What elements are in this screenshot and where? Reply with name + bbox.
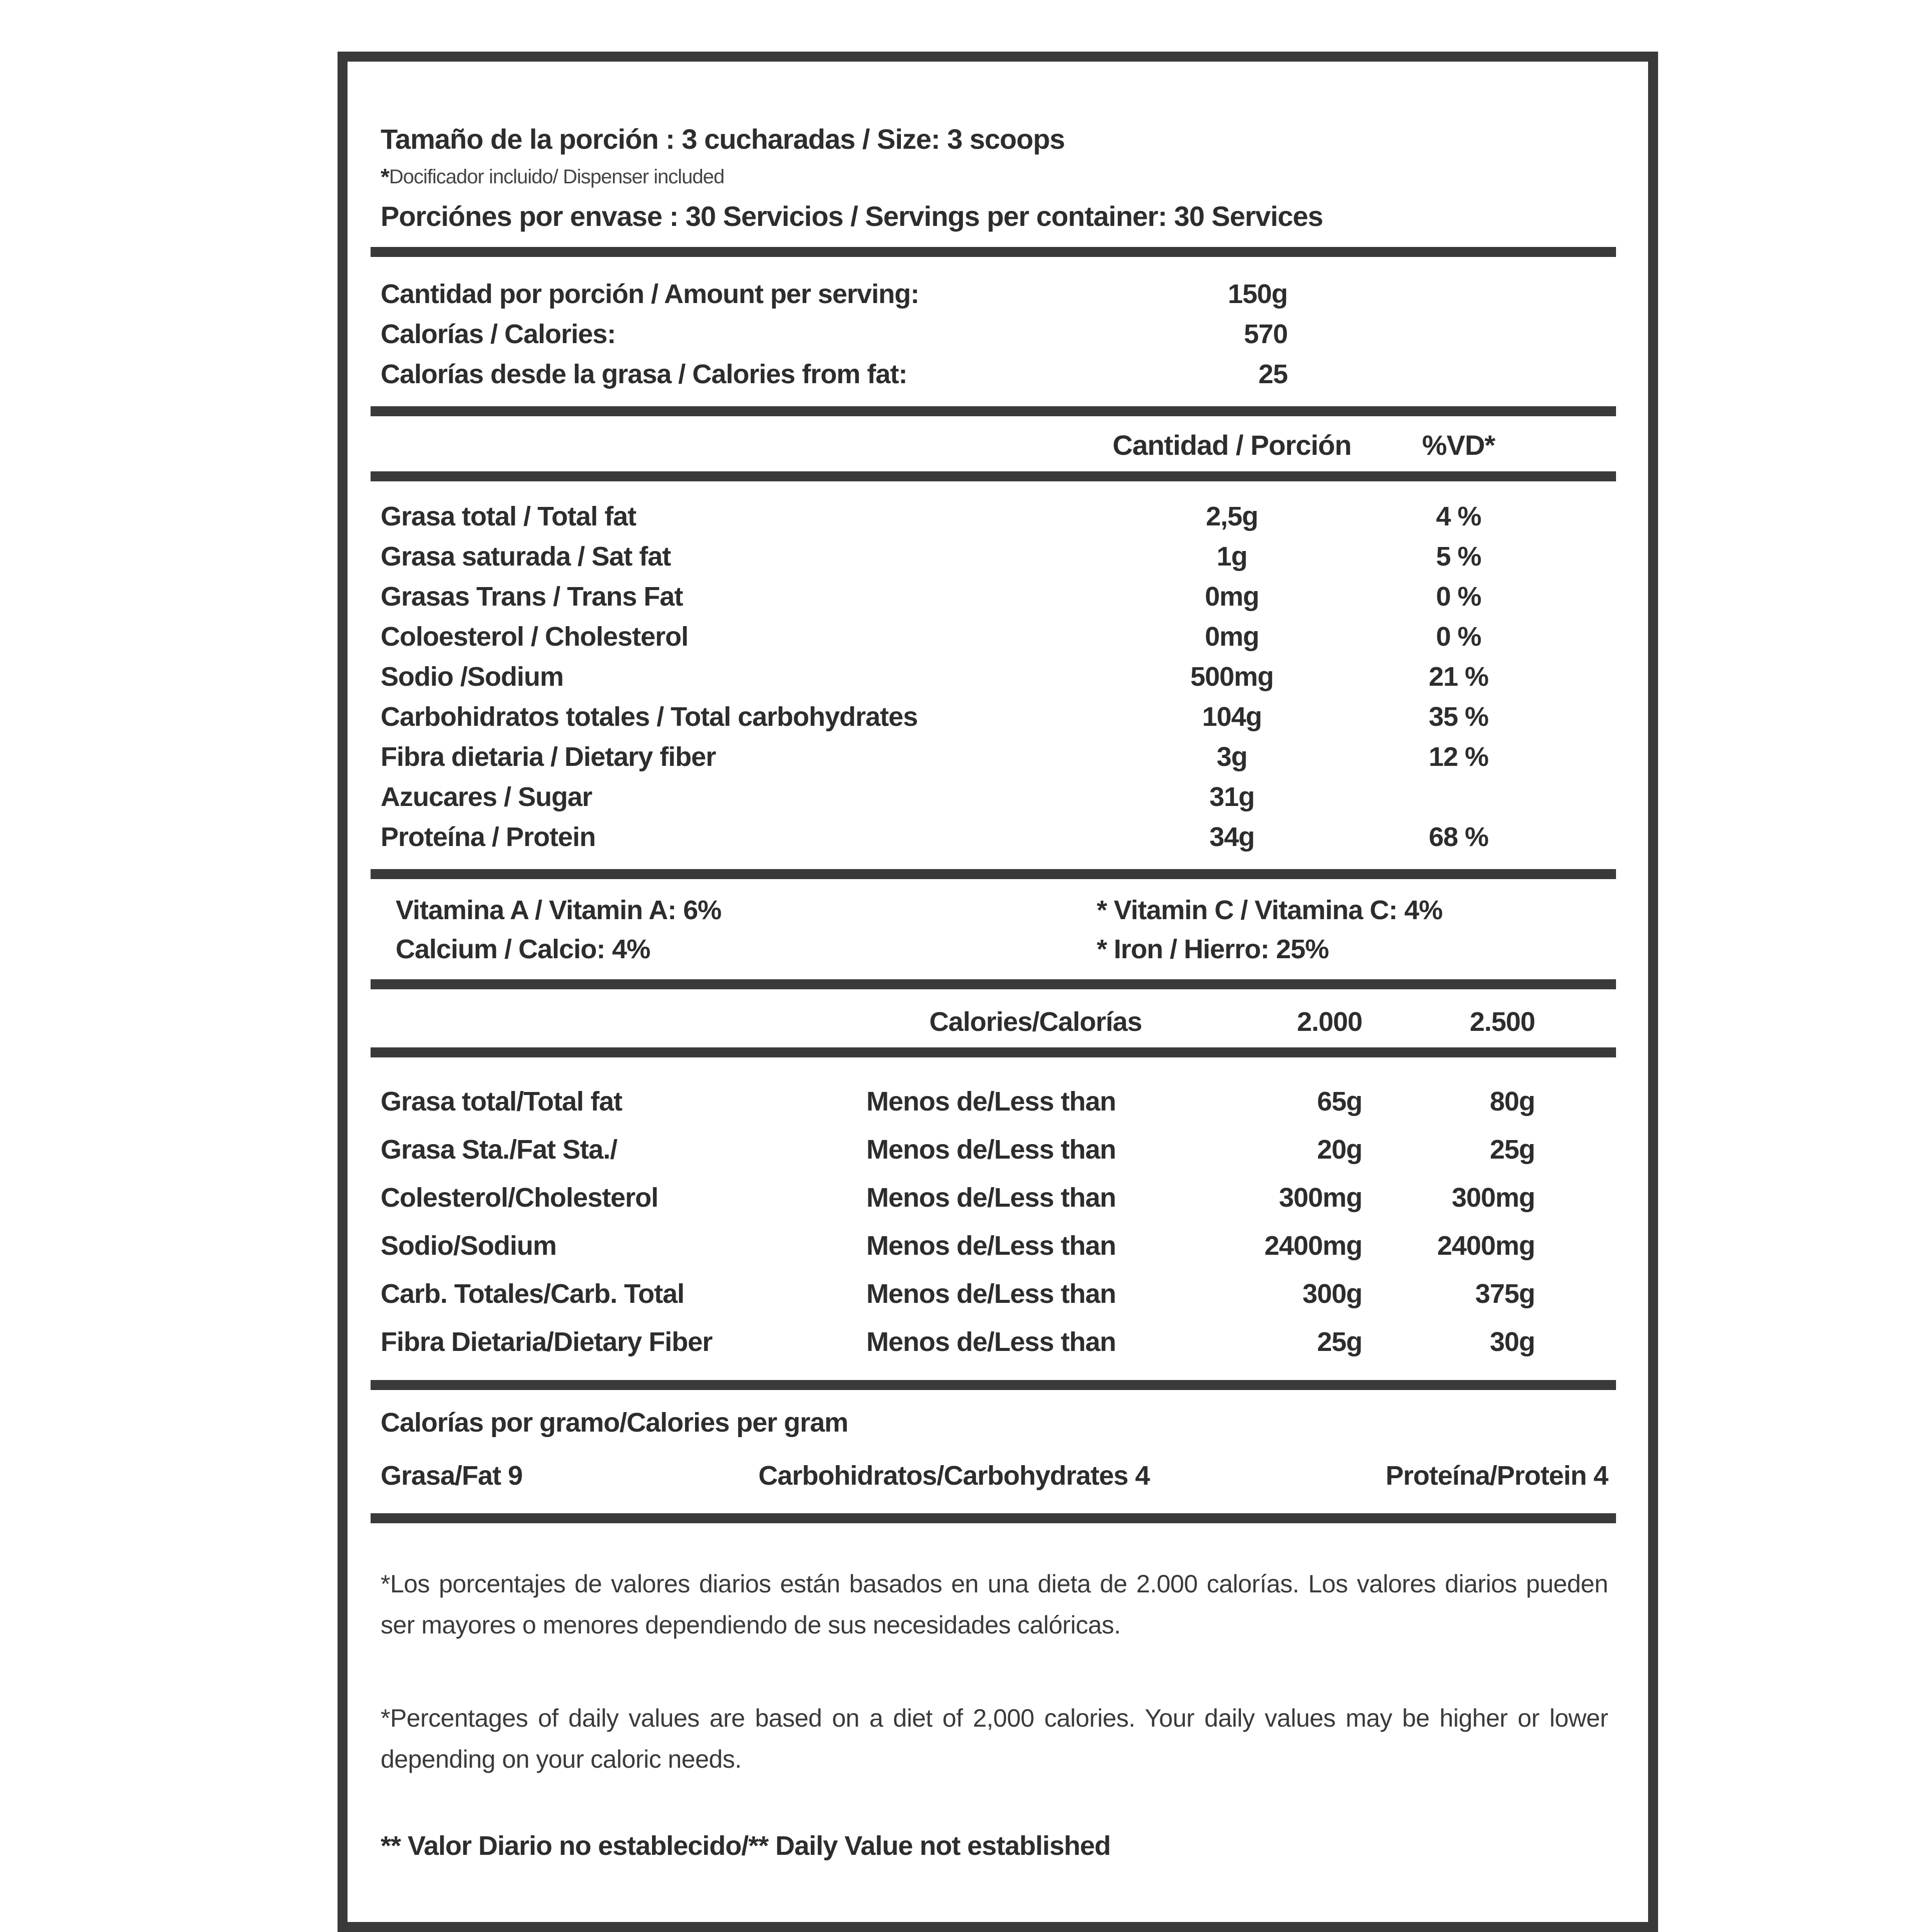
dispenser-note-line xyxy=(381,165,1608,189)
ref-2500-value: 25g xyxy=(1489,1135,1535,1165)
ref-2500-value: 30g xyxy=(1489,1327,1535,1357)
amount-per-serving-row xyxy=(381,274,1608,314)
divider-bar xyxy=(371,979,1616,989)
ref-2500-header: 2.500 xyxy=(1469,1007,1535,1037)
reference-row xyxy=(381,1126,1608,1174)
servings-per-container-line: Porciónes por envase : 30 Servicios / Servings per container: 30 Services xyxy=(381,200,1323,232)
ref-condition: Menos de/Less than xyxy=(866,1086,1116,1117)
nutrients-table xyxy=(381,496,1608,857)
ref-2500-value: 2400mg xyxy=(1437,1231,1535,1261)
aps-value: 150g xyxy=(1227,279,1288,309)
amount-column-header: Cantidad / Porción xyxy=(1112,429,1352,461)
ref-2000-value: 65g xyxy=(1317,1086,1362,1117)
nutrient-row xyxy=(381,737,1608,777)
nutrient-amount: 1g xyxy=(1216,541,1247,572)
nutrient-dv: 68 % xyxy=(1428,822,1489,852)
vitamin-left: Calcium / Calcio: 4% xyxy=(396,934,651,964)
aps-value: 25 xyxy=(1258,359,1288,389)
ref-calories-header: Calories/Calorías xyxy=(929,1007,1142,1037)
nutrient-label: Azucares / Sugar xyxy=(381,782,592,812)
nutrient-row xyxy=(381,657,1608,697)
nutrient-amount: 500mg xyxy=(1190,662,1274,692)
cpg-protein: Proteína/Protein 4 xyxy=(1385,1461,1608,1491)
nutrient-amount: 31g xyxy=(1209,782,1255,812)
vitamins-section xyxy=(381,894,1608,965)
vitamin-row xyxy=(381,894,1608,926)
nutrient-dv: 12 % xyxy=(1428,742,1489,772)
ref-label: Fibra Dietaria/Dietary Fiber xyxy=(381,1327,713,1357)
ref-2000-value: 20g xyxy=(1317,1135,1362,1165)
ref-condition: Menos de/Less than xyxy=(866,1327,1116,1357)
ref-2500-value: 80g xyxy=(1489,1086,1535,1117)
nutrients-header-spacer xyxy=(381,428,1082,462)
nutrient-row xyxy=(381,617,1608,657)
divider-bar xyxy=(371,1047,1616,1057)
nutrient-dv: 0 % xyxy=(1436,582,1481,612)
reference-row xyxy=(381,1077,1608,1126)
daily-value-column-header: %VD* xyxy=(1422,429,1495,461)
footnote-asterisk: * xyxy=(381,164,389,190)
ref-label: Carb. Totales/Carb. Total xyxy=(381,1279,685,1309)
nutrient-label: Grasa saturada / Sat fat xyxy=(381,541,671,572)
nutrient-row xyxy=(381,536,1608,577)
ref-label: Grasa Sta./Fat Sta./ xyxy=(381,1135,617,1165)
ref-label: Colesterol/Cholesterol xyxy=(381,1183,659,1213)
dispenser-note-text: Docificador incluido/ Dispenser included xyxy=(389,166,725,188)
ref-label: Grasa total/Total fat xyxy=(381,1086,622,1117)
nutrient-label: Coloesterol / Cholesterol xyxy=(381,622,689,652)
vitamin-right: * Vitamin C / Vitamina C: 4% xyxy=(1097,895,1443,925)
vitamin-row xyxy=(381,933,1608,965)
nutrient-amount: 34g xyxy=(1209,822,1255,852)
reference-row xyxy=(381,1318,1608,1366)
divider-bar xyxy=(371,471,1616,481)
nutrient-row xyxy=(381,777,1608,817)
nutrient-dv xyxy=(1382,777,1535,817)
divider-bar xyxy=(371,869,1616,879)
calories-per-gram-title: Calorías por gramo/Calories per gram xyxy=(381,1408,848,1438)
nutrient-dv: 0 % xyxy=(1436,622,1481,652)
aps-label: Calorías / Calories: xyxy=(381,319,616,349)
divider-bar xyxy=(371,247,1616,257)
divider-bar xyxy=(371,1380,1616,1390)
nutrient-label: Fibra dietaria / Dietary fiber xyxy=(381,742,716,772)
nutrient-dv: 5 % xyxy=(1436,541,1481,572)
ref-2500-value: 375g xyxy=(1475,1279,1535,1309)
reference-table-header xyxy=(381,1005,1608,1038)
ref-2000-value: 300g xyxy=(1302,1279,1362,1309)
footnote-english: *Percentages of daily values are based on a diet of 2,000 calories. Your daily values may be higher or lower depending on your caloric needs. xyxy=(381,1704,1608,1773)
nutrient-label: Grasas Trans / Trans Fat xyxy=(381,582,683,612)
cpg-carbohydrates: Carbohidratos/Carbohydrates 4 xyxy=(758,1461,1150,1491)
aps-label: Cantidad por porción / Amount per serving: xyxy=(381,279,919,309)
nutrient-amount: 0mg xyxy=(1204,622,1259,652)
nutrient-row xyxy=(381,496,1608,536)
ref-label: Sodio/Sodium xyxy=(381,1231,556,1261)
nutrient-label: Proteína / Protein xyxy=(381,822,596,852)
nutrient-row xyxy=(381,697,1608,737)
reference-row xyxy=(381,1270,1608,1318)
cpg-fat: Grasa/Fat 9 xyxy=(381,1461,523,1491)
serving-size-line: Tamaño de la porción : 3 cucharadas / Size: 3 scoops xyxy=(381,123,1065,155)
nutrient-amount: 2,5g xyxy=(1205,501,1258,531)
aps-spacer xyxy=(1288,274,1608,314)
calories-per-gram-row xyxy=(381,1460,1608,1491)
nutrient-row xyxy=(381,577,1608,617)
amount-per-serving-section xyxy=(381,274,1608,394)
ref-2000-value: 25g xyxy=(1317,1327,1362,1357)
aps-spacer xyxy=(1288,354,1608,394)
nutrients-header-row xyxy=(381,428,1608,462)
ref-2000-value: 2400mg xyxy=(1264,1231,1362,1261)
aps-label: Calorías desde la grasa / Calories from fat: xyxy=(381,359,907,389)
nutrient-amount: 104g xyxy=(1202,702,1262,732)
ref-condition: Menos de/Less than xyxy=(866,1279,1116,1309)
ref-2000-value: 300mg xyxy=(1278,1183,1362,1213)
nutrient-label: Carbohidratos totales / Total carbohydrates xyxy=(381,702,918,732)
nutrient-amount: 3g xyxy=(1216,742,1247,772)
footnote-spanish: *Los porcentajes de valores diarios están basados en una dieta de 2.000 calorías. Los valores diarios pueden ser mayores o menores dependiendo de sus necesidades calóricas. xyxy=(381,1570,1608,1639)
ref-condition: Menos de/Less than xyxy=(866,1183,1116,1213)
nutrient-dv: 35 % xyxy=(1428,702,1489,732)
amount-per-serving-row xyxy=(381,314,1608,354)
aps-value: 570 xyxy=(1243,319,1288,349)
amount-per-serving-row xyxy=(381,354,1608,394)
aps-spacer xyxy=(1288,314,1608,354)
daily-value-not-established-line: ** Valor Diario no establecido/** Daily Value not established xyxy=(381,1831,1111,1861)
nutrient-dv: 21 % xyxy=(1428,662,1489,692)
divider-bar xyxy=(371,1513,1616,1523)
nutrient-label: Sodio /Sodium xyxy=(381,662,563,692)
nutrient-row xyxy=(381,817,1608,857)
nutrient-label: Grasa total / Total fat xyxy=(381,501,636,531)
ref-header-spacer xyxy=(381,1005,831,1038)
reference-table xyxy=(381,1077,1608,1366)
divider-bar xyxy=(371,406,1616,416)
vitamin-right: * Iron / Hierro: 25% xyxy=(1097,934,1329,964)
ref-2000-header: 2.000 xyxy=(1297,1007,1362,1037)
nutrient-dv: 4 % xyxy=(1436,501,1481,531)
ref-condition: Menos de/Less than xyxy=(866,1135,1116,1165)
ref-2500-value: 300mg xyxy=(1451,1183,1535,1213)
reference-row xyxy=(381,1174,1608,1222)
ref-condition: Menos de/Less than xyxy=(866,1231,1116,1261)
reference-row xyxy=(381,1222,1608,1270)
vitamin-left: Vitamina A / Vitamin A: 6% xyxy=(396,895,722,925)
nutrition-facts-panel xyxy=(338,52,1658,1932)
nutrient-amount: 0mg xyxy=(1204,582,1259,612)
